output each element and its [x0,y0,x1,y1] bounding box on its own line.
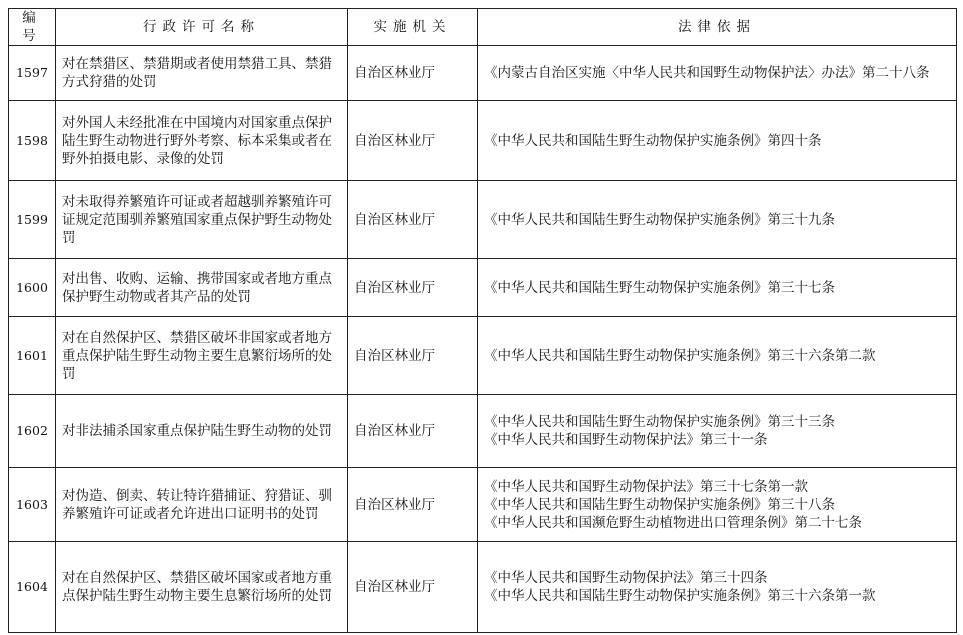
row-name: 对在自然保护区、禁猎区破坏非国家或者地方重点保护陆生野生动物主要生息繁衍场所的处罚 [56,317,348,395]
header-no: 编号 [9,9,56,46]
row-dept: 自治区林业厅 [348,181,478,259]
basis-line: 《内蒙古自治区实施〈中华人民共和国野生动物保护法〉办法》第二十八条 [484,65,930,81]
row-no: 1600 [9,259,56,317]
row-name: 对出售、收购、运输、携带国家或者地方重点保护野生动物或者其产品的处罚 [56,259,348,317]
row-no: 1604 [9,542,56,633]
penalty-table [8,8,957,633]
row-dept: 自治区林业厅 [348,468,478,542]
table-row [9,395,957,468]
row-name: 对非法捕杀国家重点保护陆生野生动物的处罚 [56,395,348,468]
basis-line: 《中华人民共和国陆生野生动物保护实施条例》第四十条 [484,132,822,149]
table-row [9,542,957,633]
row-no: 1601 [9,317,56,395]
table-row [9,181,957,259]
basis-line: 《中华人民共和国野生动物保护法》第三十七条第一款 [484,478,808,495]
header-basis: 法律依据 [478,9,957,46]
basis-line: 《中华人民共和国陆生野生动物保护实施条例》第三十六条第二款 [484,347,876,364]
basis-line: 《中华人民共和国濒危野生动植物进出口管理条例》第二十七条 [484,514,862,531]
header-name: 行政许可名称 [56,9,348,46]
table-row [9,259,957,317]
table-row [9,46,957,101]
row-basis [478,181,957,259]
row-no: 1599 [9,181,56,259]
row-basis [478,317,957,395]
row-no: 1602 [9,395,56,468]
row-dept: 自治区林业厅 [348,395,478,468]
basis-line: 《中华人民共和国陆生野生动物保护实施条例》第三十七条 [484,279,835,296]
basis-line: 《中华人民共和国野生动物保护法》第三十一条 [484,432,768,448]
table-row [9,101,957,181]
row-dept: 自治区林业厅 [348,542,478,633]
header-dept: 实施机关 [348,9,478,46]
basis-line: 《中华人民共和国野生动物保护法》第三十四条 [484,570,768,586]
basis-line: 《中华人民共和国陆生野生动物保护实施条例》第三十三条 [484,414,835,430]
table-row [9,317,957,395]
row-basis [478,259,957,317]
row-dept: 自治区林业厅 [348,317,478,395]
row-name: 对在自然保护区、禁猎区破坏国家或者地方重点保护陆生野生动物主要生息繁衍场所的处罚 [56,542,348,633]
row-dept: 自治区林业厅 [348,259,478,317]
table-header-row [9,9,957,46]
row-basis [478,395,957,468]
basis-line: 《中华人民共和国陆生野生动物保护实施条例》第三十九条 [484,211,835,228]
row-basis [478,542,957,633]
row-no: 1598 [9,101,56,181]
table-row [9,468,957,542]
basis-line: 《中华人民共和国陆生野生动物保护实施条例》第三十六条第一款 [484,588,876,604]
row-basis [478,101,957,181]
row-name: 对伪造、倒卖、转让特许猎捕证、狩猎证、驯养繁殖许可证或者允许进出口证明书的处罚 [56,468,348,542]
row-no: 1597 [9,46,56,101]
row-name: 对在禁猎区、禁猎期或者使用禁猎工具、禁猎方式狩猎的处罚 [56,46,348,101]
row-dept: 自治区林业厅 [348,46,478,101]
row-no: 1603 [9,468,56,542]
row-dept: 自治区林业厅 [348,101,478,181]
row-name: 对外国人未经批准在中国境内对国家重点保护陆生野生动物进行野外考察、标本采集或者在野外拍摄电影、录像的处罚 [56,101,348,181]
row-basis [478,46,957,101]
row-basis [478,468,957,542]
basis-line: 《中华人民共和国陆生野生动物保护实施条例》第三十八条 [484,496,835,513]
row-name: 对未取得养繁殖许可证或者超越驯养繁殖许可证规定范围驯养繁殖国家重点保护野生动物处罚 [56,181,348,259]
